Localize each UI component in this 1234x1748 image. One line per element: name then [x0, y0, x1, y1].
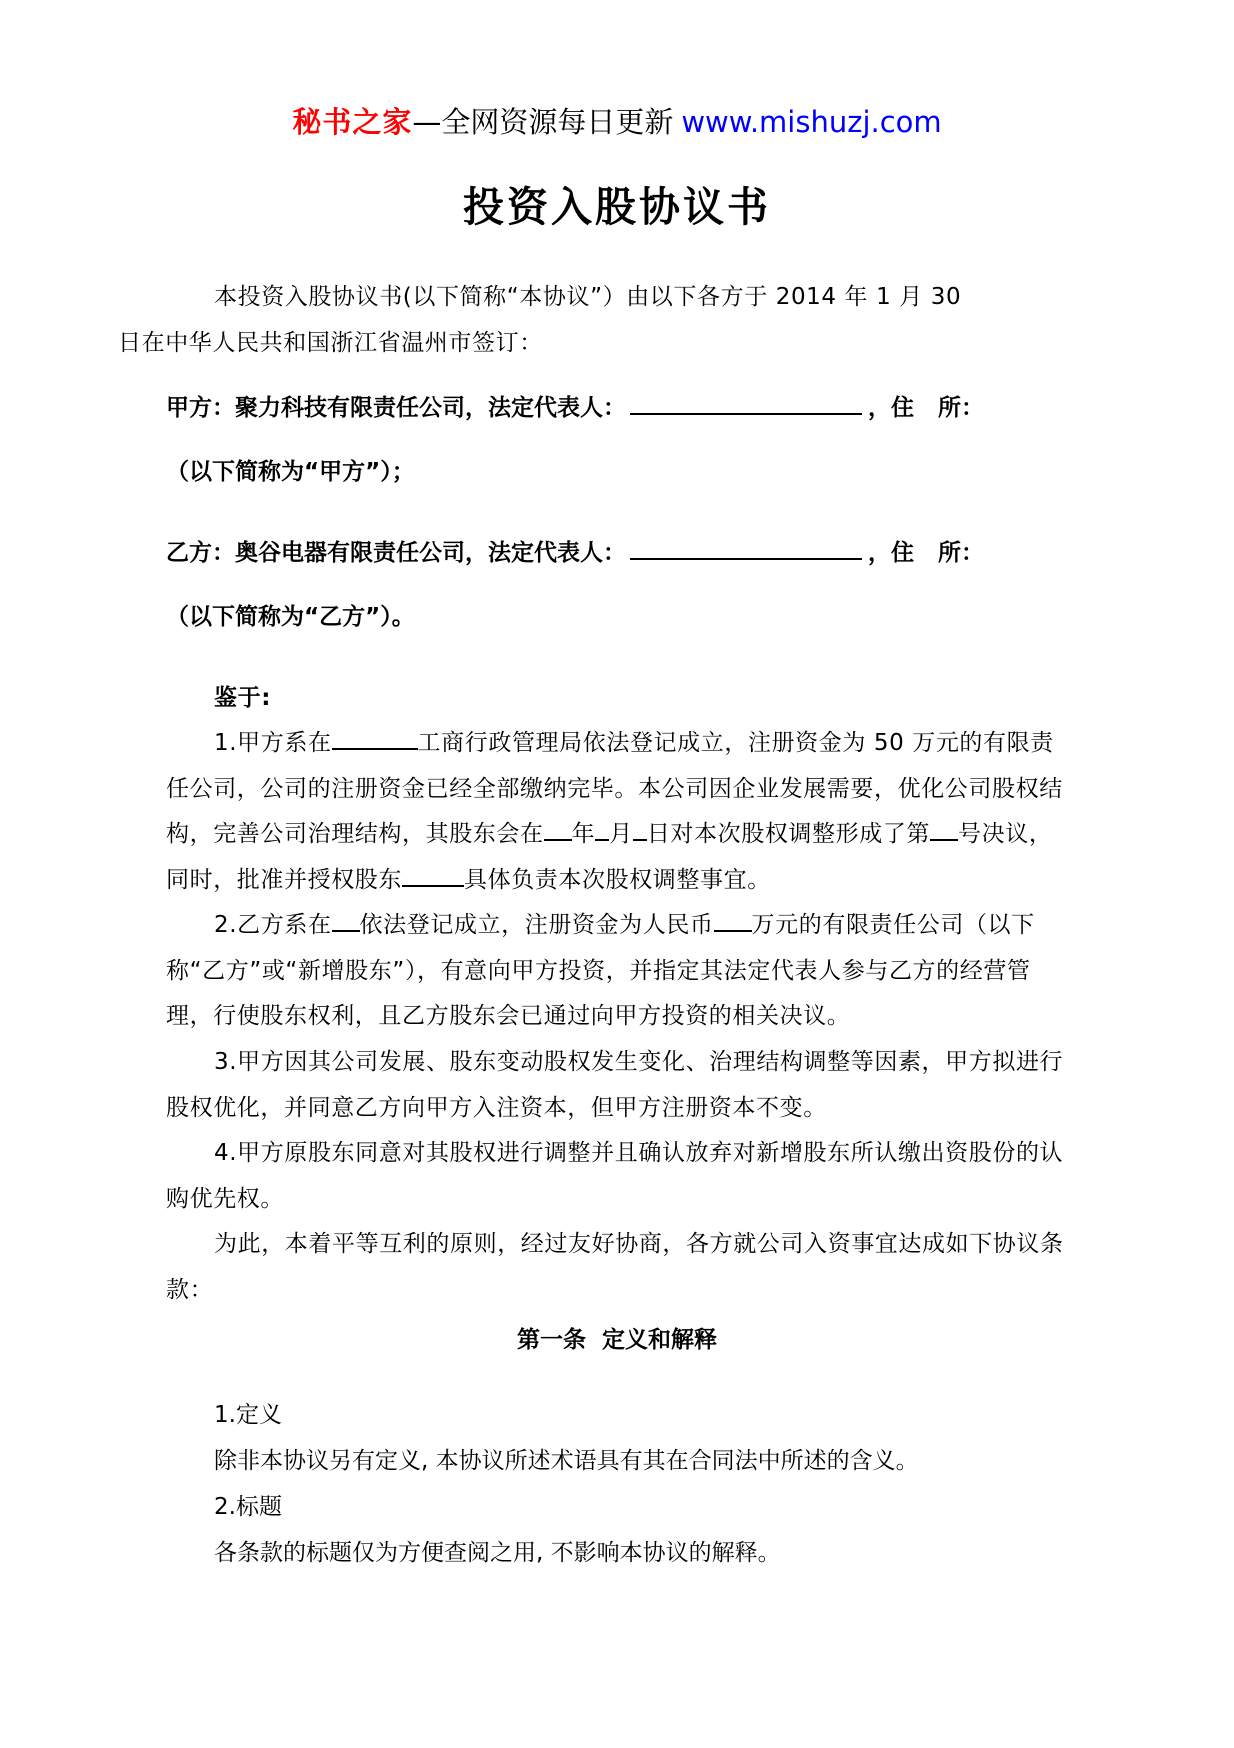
party-b-address-label: ，住 所： — [868, 540, 985, 566]
blank-capital-amount — [714, 912, 752, 932]
article-1-section-1-heading: 1.定义 — [214, 1402, 282, 1428]
party-a-alias: （以下简称为“甲方”）； — [166, 459, 415, 485]
item2-text-c: 万元的有限责任公司（以下称“乙方”或“新增股东”），有意向甲方投资，并指定其法定代表人参与乙方的经营管理，行使股东权利，且乙方股东会已通过向甲方投资的相关决议。 — [166, 912, 1035, 1029]
blank-year — [544, 821, 572, 841]
item1-text-c: 年 — [571, 821, 596, 847]
site-tagline: —全网资源每日更新 — [412, 105, 674, 139]
whereas-item-3: 3.甲方因其公司发展、股东变动股权发生变化、治理结构调整等因素，甲方拟进行股权优化，并同意乙方向甲方入注资本，但甲方注册资本不变。 — [166, 1049, 1064, 1121]
blank-registry — [332, 730, 418, 750]
party-a-line — [166, 388, 1086, 428]
item1-text-f: 号决议，同时，批准并授权股东 — [166, 821, 1053, 893]
article-1-section-2-text: 各条款的标题仅为方便查阅之用, 不影响本协议的解释。 — [214, 1540, 781, 1566]
item1-text-e: 日对本次股权调整形成了第 — [646, 821, 931, 847]
blank-registration-place — [332, 912, 360, 932]
blank-resolution-no — [930, 821, 958, 841]
whereas-item-2 — [166, 903, 1076, 1040]
item1-text-a: 1.甲方系在 — [214, 730, 332, 756]
party-b-alias: （以下简称为“乙方”）。 — [166, 604, 415, 630]
whereas-item-4: 4.甲方原股东同意对其股权进行调整并且确认放弃对新增股东所认缴出资股份的认购优先权。 — [166, 1140, 1064, 1212]
item1-text-d: 月 — [609, 821, 633, 847]
whereas-heading: 鉴于: — [214, 685, 271, 711]
item2-text-b: 依法登记成立，注册资金为人民币 — [359, 912, 714, 938]
article-1-section-1-text: 除非本协议另有定义, 本协议所述术语具有其在合同法中所述的含义。 — [214, 1448, 919, 1474]
document-title: 投资入股协议书 — [463, 183, 771, 231]
article-1-section-2-heading: 2.标题 — [214, 1494, 282, 1520]
whereas-conclusion: 为此，本着平等互利的原则，经过友好协商，各方就公司入资事宜达成如下协议条款： — [166, 1231, 1064, 1303]
item1-text-b: 工商行政管理局依法登记成立，注册资金为 50 万元的有限责任公司，公司的注册资金已经全部缴纳完毕。本公司因企业发展需要，优化公司股权结构，完善公司治理结构，其股东会在 — [166, 730, 1063, 847]
party-b-line — [166, 533, 1086, 573]
whereas-item-1 — [166, 721, 1076, 903]
item2-text-a: 2.乙方系在 — [214, 912, 332, 938]
party-b-label: 乙方：奥谷电器有限责任公司，法定代表人： — [166, 540, 626, 566]
party-a-label: 甲方：聚力科技有限责任公司，法定代表人： — [166, 395, 626, 421]
intro-line2: 日在中华人民共和国浙江省温州市签订： — [118, 329, 543, 356]
party-a-address-label: ，住 所： — [868, 395, 985, 421]
intro-line1: 本投资入股协议书(以下简称“本协议”）由以下各方于 2014 年 1 月 30 — [214, 284, 962, 310]
site-url-link[interactable]: www.mishuzj.com — [681, 105, 942, 139]
blank-shareholder — [402, 867, 464, 887]
blank-month — [595, 821, 609, 841]
party-a-representative-blank — [630, 391, 862, 415]
party-b-representative-blank — [630, 536, 862, 560]
intro-paragraph — [118, 275, 1076, 366]
site-brand: 秘书之家 — [292, 105, 413, 139]
article-1-title: 第一条 定义和解释 — [516, 1327, 717, 1353]
blank-day — [633, 821, 647, 841]
item1-text-g: 具体负责本次股权调整事宜。 — [464, 866, 771, 893]
site-header — [0, 102, 1234, 142]
